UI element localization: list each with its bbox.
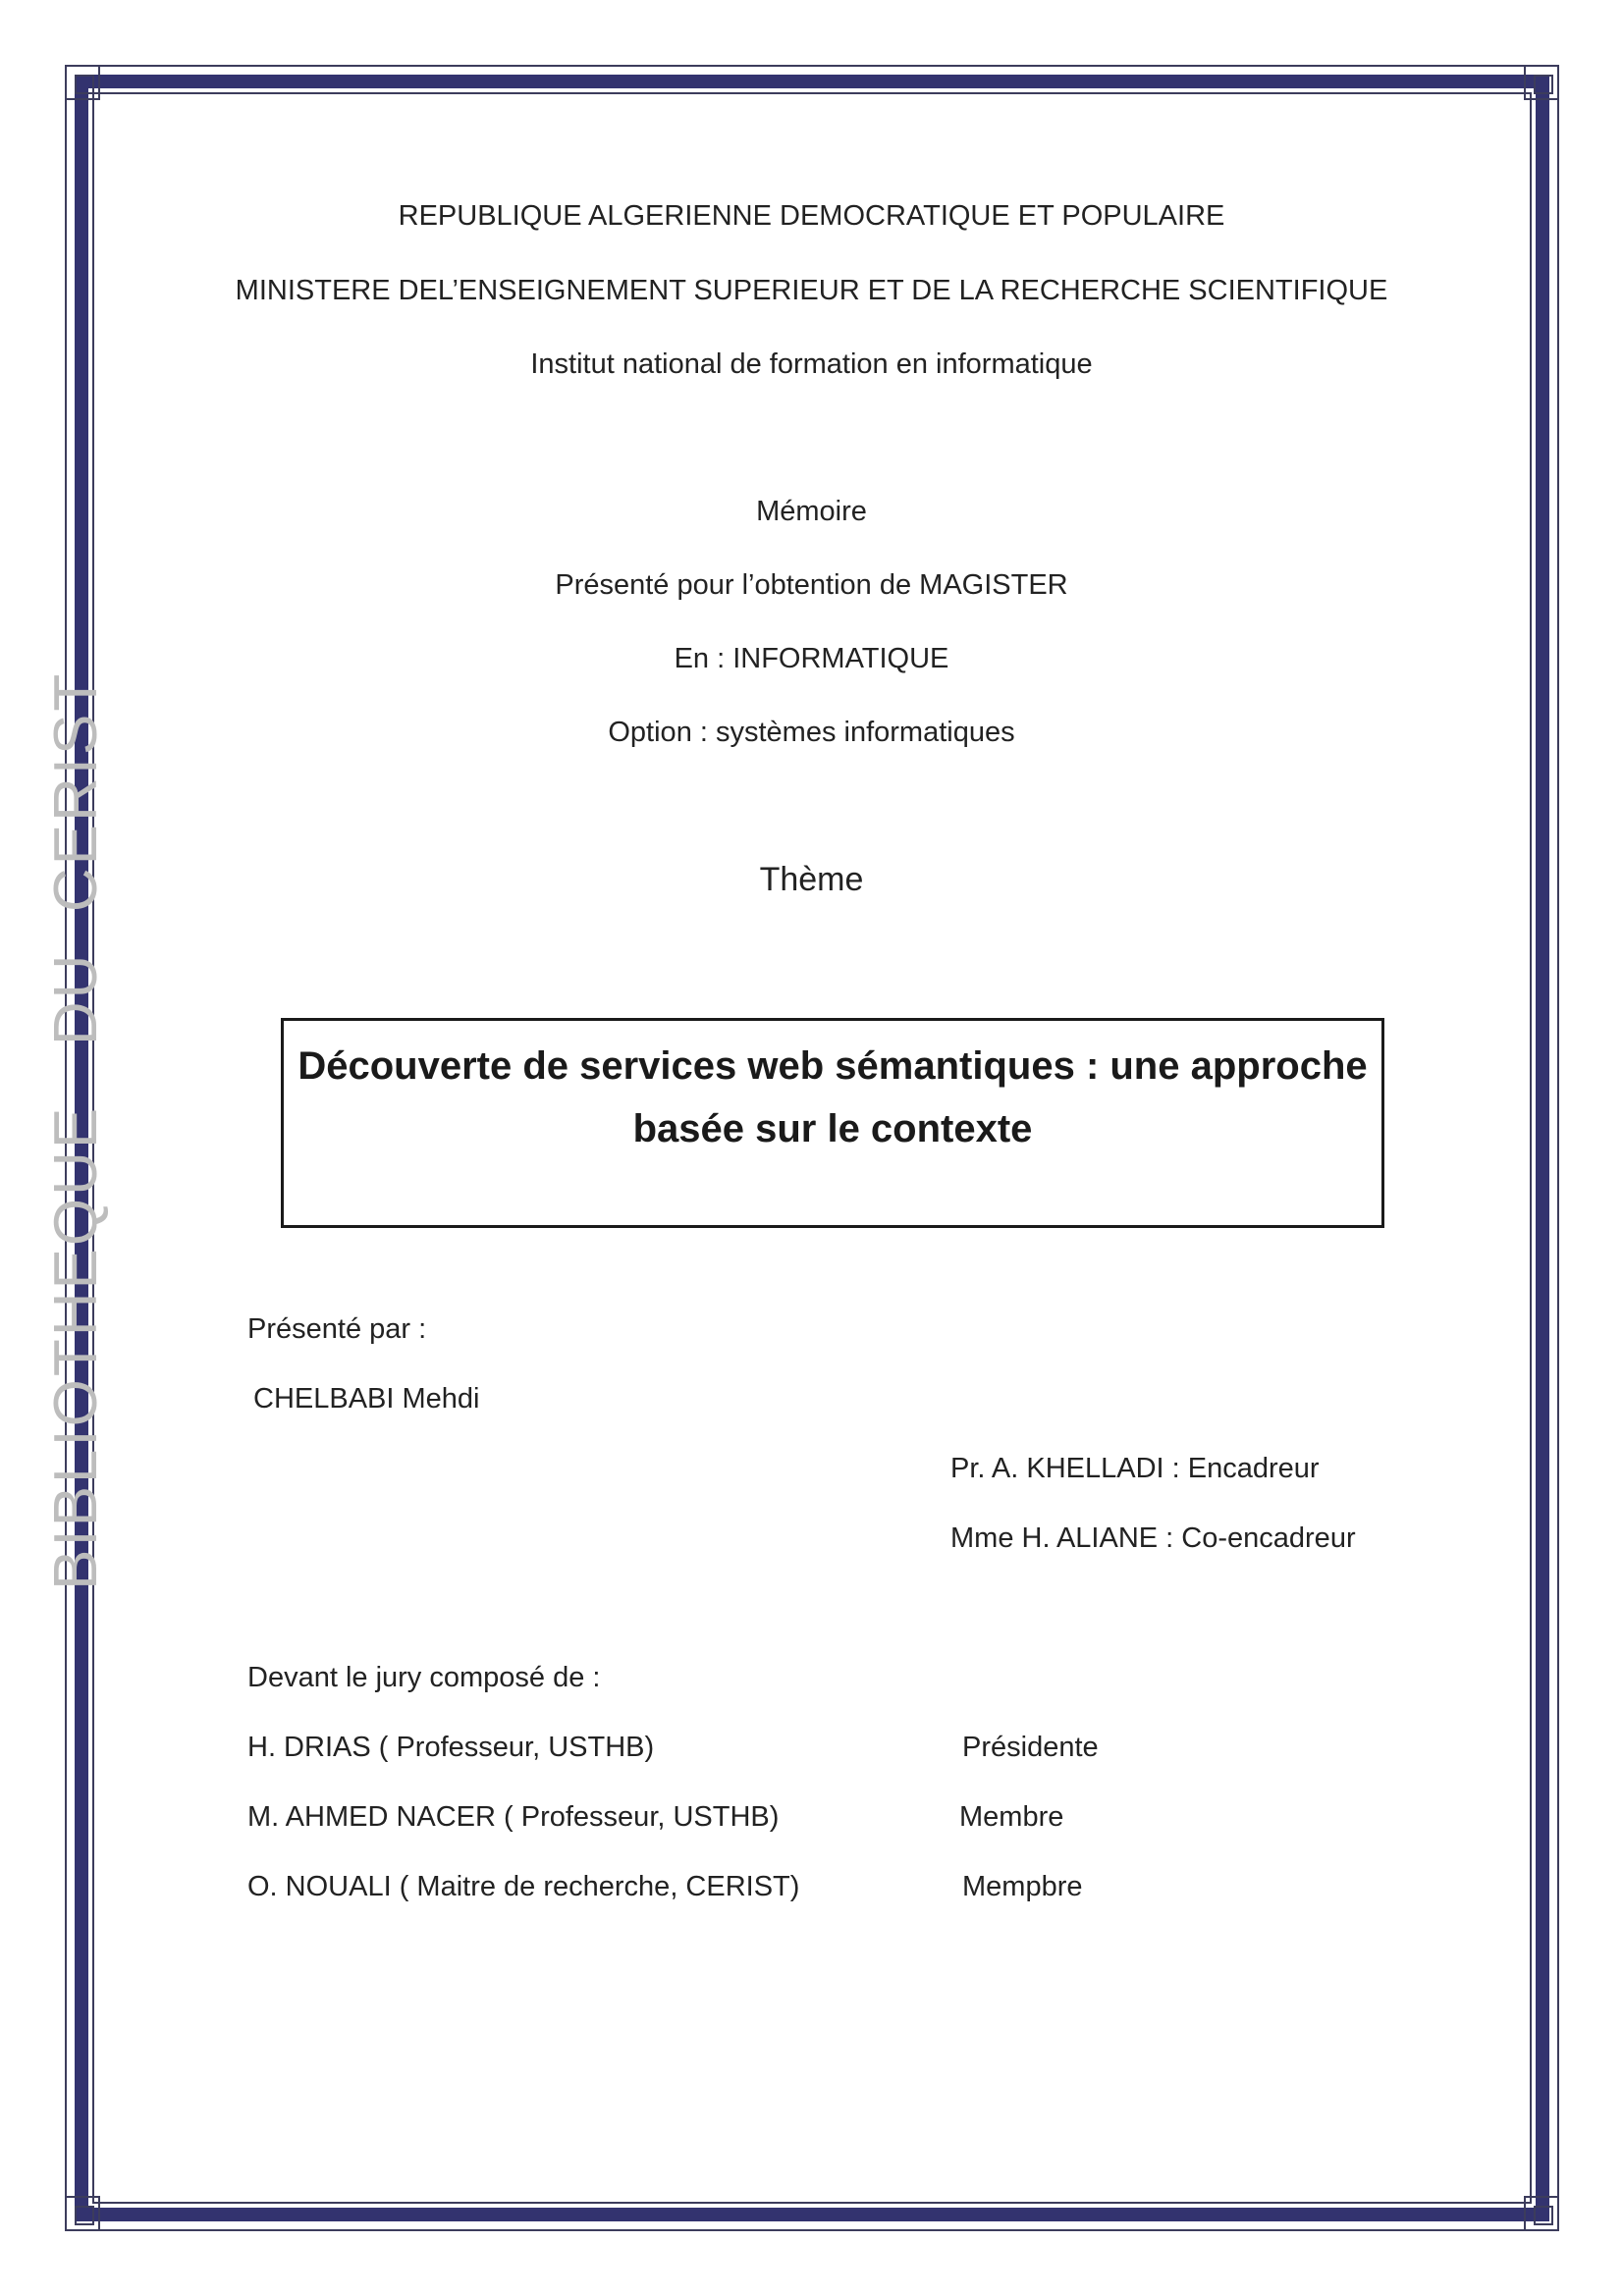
watermark: BIBLIOTHEQUE DU CERIST — [42, 670, 110, 1590]
theme-label: Thème — [759, 861, 864, 898]
jury-member-name: O. NOUALI ( Maitre de recherche, CERIST) — [247, 1871, 800, 1902]
jury-member-name: H. DRIAS ( Professeur, USTHB) — [247, 1732, 655, 1763]
thesis-title-line-2: basée sur le contexte — [632, 1107, 1033, 1150]
jury-member-name: M. AHMED NACER ( Professeur, USTHB) — [247, 1801, 780, 1833]
memoire-purpose: Présenté pour l’obtention de MAGISTER — [555, 569, 1068, 601]
frame-corner-top-right — [1524, 65, 1559, 100]
frame-corner-top-left — [65, 65, 100, 100]
memoire-field: En : INFORMATIQUE — [674, 643, 949, 674]
frame-corner-bottom-right — [1524, 2196, 1559, 2231]
title-box — [281, 1018, 1384, 1228]
institute-line: Institut national de formation en informatique — [530, 348, 1093, 380]
supervisor: Pr. A. KHELLADI : Encadreur — [950, 1453, 1320, 1484]
jury-label: Devant le jury composé de : — [247, 1662, 601, 1693]
frame-corner-bottom-left — [65, 2196, 100, 2231]
jury-member-role: Mempbre — [962, 1871, 1083, 1902]
author-name: CHELBABI Mehdi — [253, 1383, 480, 1415]
jury-member-role: Membre — [959, 1801, 1064, 1833]
memoire-option: Option : systèmes informatiques — [608, 717, 1015, 748]
thesis-title-line-1: Découverte de services web sémantiques : une approche — [298, 1044, 1368, 1088]
co-supervisor: Mme H. ALIANE : Co-encadreur — [950, 1522, 1356, 1554]
ministry-line: MINISTERE DEL’ENSEIGNEMENT SUPERIEUR ET DE LA RECHERCHE SCIENTIFIQUE — [235, 275, 1388, 306]
thesis-title — [284, 1035, 1381, 1160]
jury-member-role: Présidente — [962, 1732, 1099, 1763]
author-label: Présenté par : — [247, 1313, 427, 1345]
memoire-label: Mémoire — [756, 496, 867, 527]
republic-line: REPUBLIQUE ALGERIENNE DEMOCRATIQUE ET POPULAIRE — [398, 200, 1225, 232]
